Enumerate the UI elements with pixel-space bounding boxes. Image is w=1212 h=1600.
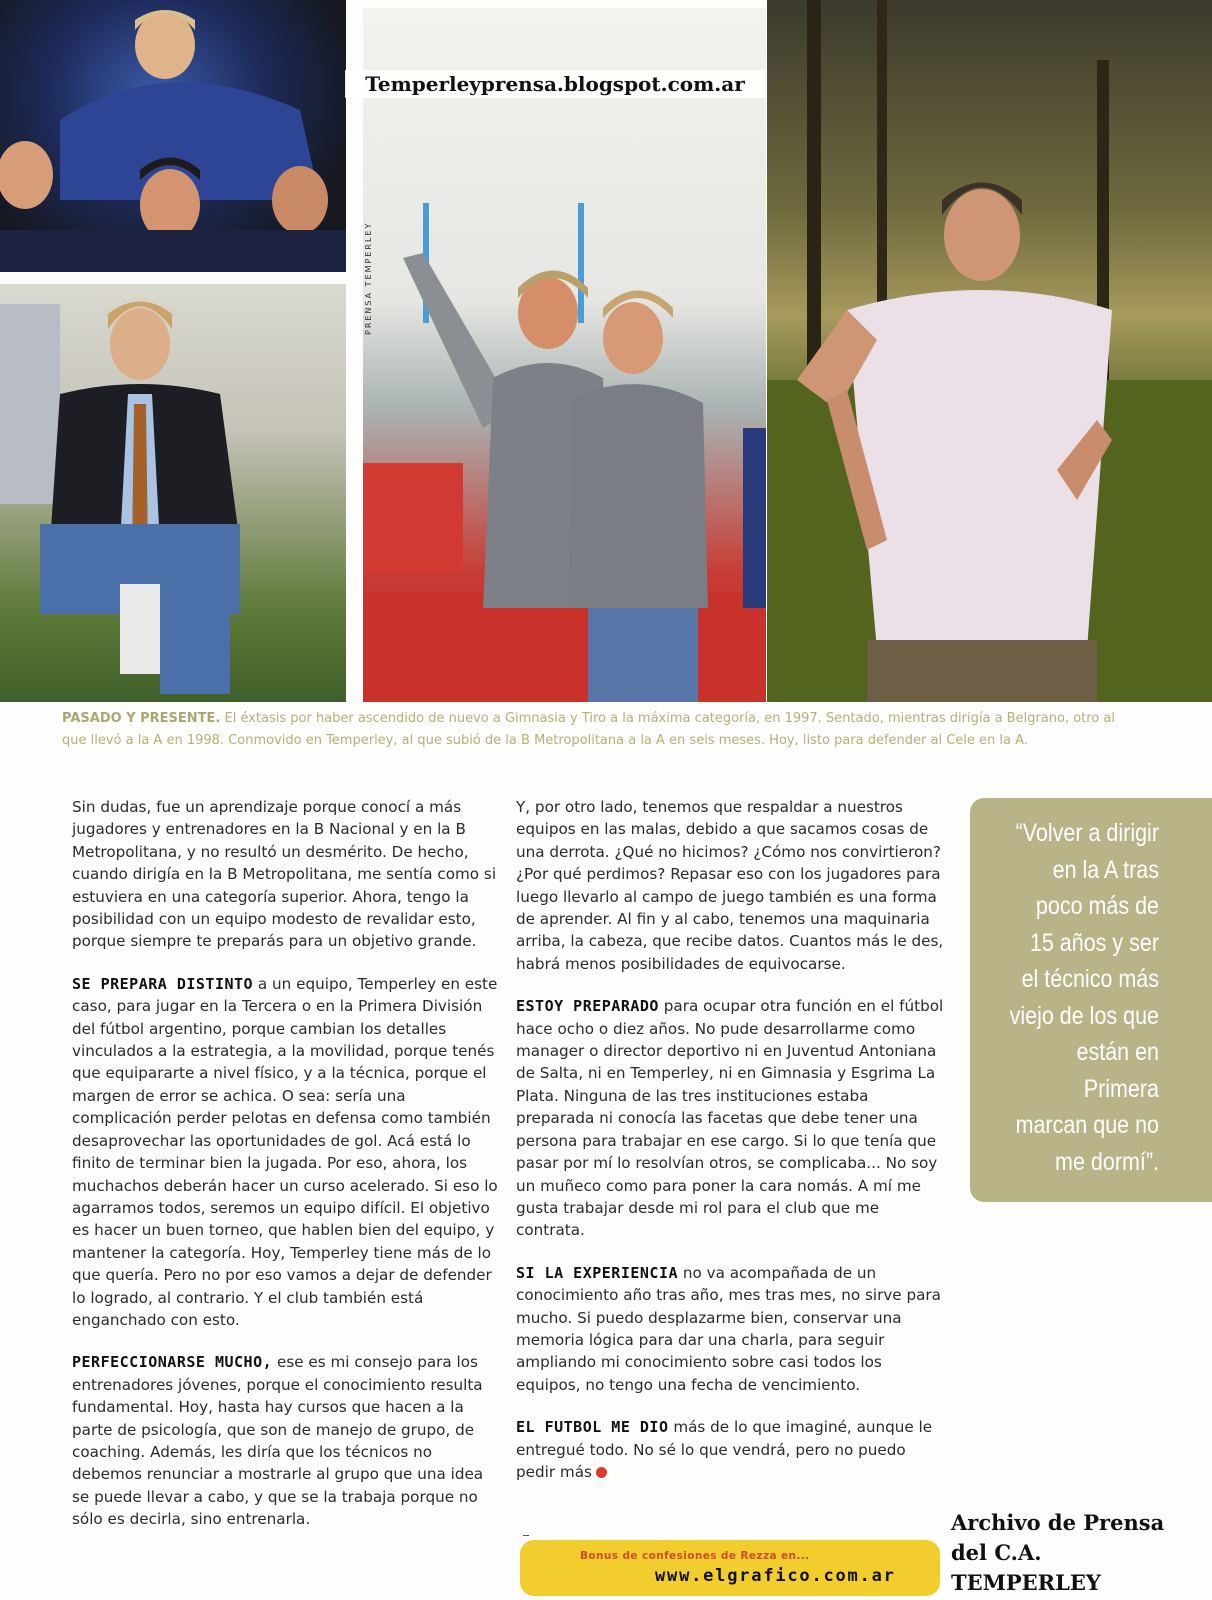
paragraph-text: ese es mi consejo para los entrenadores jóvenes, porque el conocimiento resulta fundamental. Hoy, hasta hay cursos que hacen a la parte de psicología, que son de manejo de grupo, de coaching. Además, les diría que los técnicos no debemos renunciar a mostrarle al grupo que una idea se puede llevar a cabo, y que se la trabaja porque no sólo es decirla, sino entrenarla.: [72, 1353, 484, 1529]
paragraph: [72, 1351, 502, 1530]
paragraph-lead: PERFECCIONARSE MUCHO,: [72, 1353, 273, 1372]
photo-caption: [62, 708, 1142, 752]
paragraph-lead: SI LA EXPERIENCIA: [516, 1263, 679, 1282]
paragraph-text: más de lo que imaginé, aunque le entregué todo. No sé lo que vendrá, pero no puedo pedir más: [516, 1418, 933, 1481]
banner-url-link[interactable]: www.elgrafico.com.ar: [655, 1566, 896, 1586]
article-column-2: [516, 796, 944, 1503]
paragraph-lead: EL FUTBOL ME DIO: [516, 1418, 669, 1437]
photo-coach-park: [767, 0, 1212, 702]
paragraph: [516, 1416, 944, 1483]
paragraph-text: Sin dudas, fue un aprendizaje porque conocí a más jugadores y entrenadores en la B Nacional y en la B Metropolitana, y no resultó un desmérito. De hecho, cuando dirigía en la B Metropolitana, me sentía como si estuviera en una categoría superior. Ahora, tengo la posibilidad con un equipo modesto de revalidar esto, porque siempre te preparás para un objetivo grande.: [72, 798, 497, 951]
seated-coach-illustration: [0, 284, 346, 702]
article-column-1: [72, 796, 502, 1551]
caption-text: El éxtasis por haber ascendido de nuevo a Gimnasia y Tiro a la máxima categoría, en 1997. Sentado, mientras dirigía a Belgrano, otro al que llevó a la A en 1998. Conmovido en Temperley, al que subió de la B Metropolitana a la A en seis meses. Hoy, listo para defender al Cele en la A.: [62, 711, 1115, 748]
pull-quote: “Volver a dirigir en la A tras poco más de 15 años y ser el técnico más viejo de los que están en Primera marcan que no me dormí”.: [1009, 819, 1159, 1176]
paragraph: [72, 796, 502, 953]
paragraph: [72, 973, 502, 1332]
paragraph: [516, 995, 944, 1241]
paragraph: [516, 796, 944, 975]
archive-line: del C.A.: [951, 1540, 1042, 1565]
paragraph-text: no va acompañada de un conocimiento año tras año, mes tras mes, no sirve para mucho. Si puedo desplazarme bien, conservar una memoria lógica para dar una charla, para seguir ampliando mi conocimiento sobre casi todos los equipos, no tengo una fecha de vencimiento.: [516, 1263, 941, 1394]
photo-coaches-celebrating: [363, 8, 766, 702]
banner-teaser: Bonus de confesiones de Rezza en...: [580, 1550, 810, 1562]
paragraph-text: Y, por otro lado, tenemos que respaldar a nuestros equipos en las malas, debido a que sacamos cosas de una derrota. ¿Qué no hicimos? ¿Cómo nos convirtieron? ¿Por qué perdimos? Repasar eso con los jugadores para luego llevarlo al campo de juego también es una forma de aprender. Al fin y al cabo, tenemos una maquinaria arriba, la cabeza, que recibe datos. Cuantos más le des, habrá menos posibilidades de equivocarse.: [516, 798, 944, 973]
photo-celebration: [0, 0, 346, 272]
celebration-illustration: [0, 0, 346, 272]
paragraph-text: a un equipo, Temperley en este caso, para jugar en la Tercera o en la Primera División del fútbol argentino, porque cambian los detalles vinculados a la estrategia, a la movilidad, porque tenés que equipararte a nivel físico, y a la técnica, porque el margen de error se achica. O sea: sería una complicación perder pelotas en defensa como también desaprovechar las oportunidades de gol. Acá está lo finito de terminar bien la jugada. Por eso, ahora, los muchachos deberán hacer un curso acelerado. Si eso lo agarramos todos, seremos un equipo difícil. El objetivo es hacer un buen torneo, que hablen bien del equipo, y mantener la categoría. Hoy, Temperley tiene más de lo que quería. Pero no por eso vamos a dejar de defender lo logrado, al contrario. Y el club también está enganchado con esto.: [72, 974, 498, 1329]
website-banner[interactable]: [520, 1540, 940, 1596]
caption-lead: PASADO Y PRESENTE.: [62, 711, 221, 726]
coaches-illustration: [363, 8, 766, 702]
paragraph-text: para ocupar otra función en el fútbol hace ocho o diez años. No pude desarrollarme como manager o director deportivo ni en Juventud Antoniana de Salta, ni en Temperley, ni en Gimnasia y Esgrima La Plata. Ninguna de las tres instituciones estaba preparada ni conocía las facetas que debe tener una persona para trabajar en ese cargo. Si lo que tenía que pasar por mí lo resolvían otros, se complicaba... No soy un muñeco como para poner la cara nomás. A mí me gusta trabajar desde mi rol para el club que me contrata.: [516, 997, 944, 1240]
archive-line: TEMPERLEY: [951, 1570, 1101, 1595]
paragraph-lead: ESTOY PREPARADO: [516, 997, 659, 1016]
paragraph: [516, 1262, 944, 1396]
blog-url-watermark: Temperleyprensa.blogspot.com.ar: [345, 70, 765, 98]
divider: [523, 1535, 529, 1536]
end-mark-icon: [596, 1467, 607, 1478]
archive-stamp: [951, 1508, 1206, 1598]
paragraph-lead: SE PREPARA DISTINTO: [72, 974, 254, 993]
park-illustration: [767, 0, 1212, 702]
photo-credit: PRENSA TEMPERLEY: [364, 221, 373, 335]
archive-line: Archivo de Prensa: [951, 1510, 1165, 1535]
photo-seated-coach: [0, 284, 346, 702]
